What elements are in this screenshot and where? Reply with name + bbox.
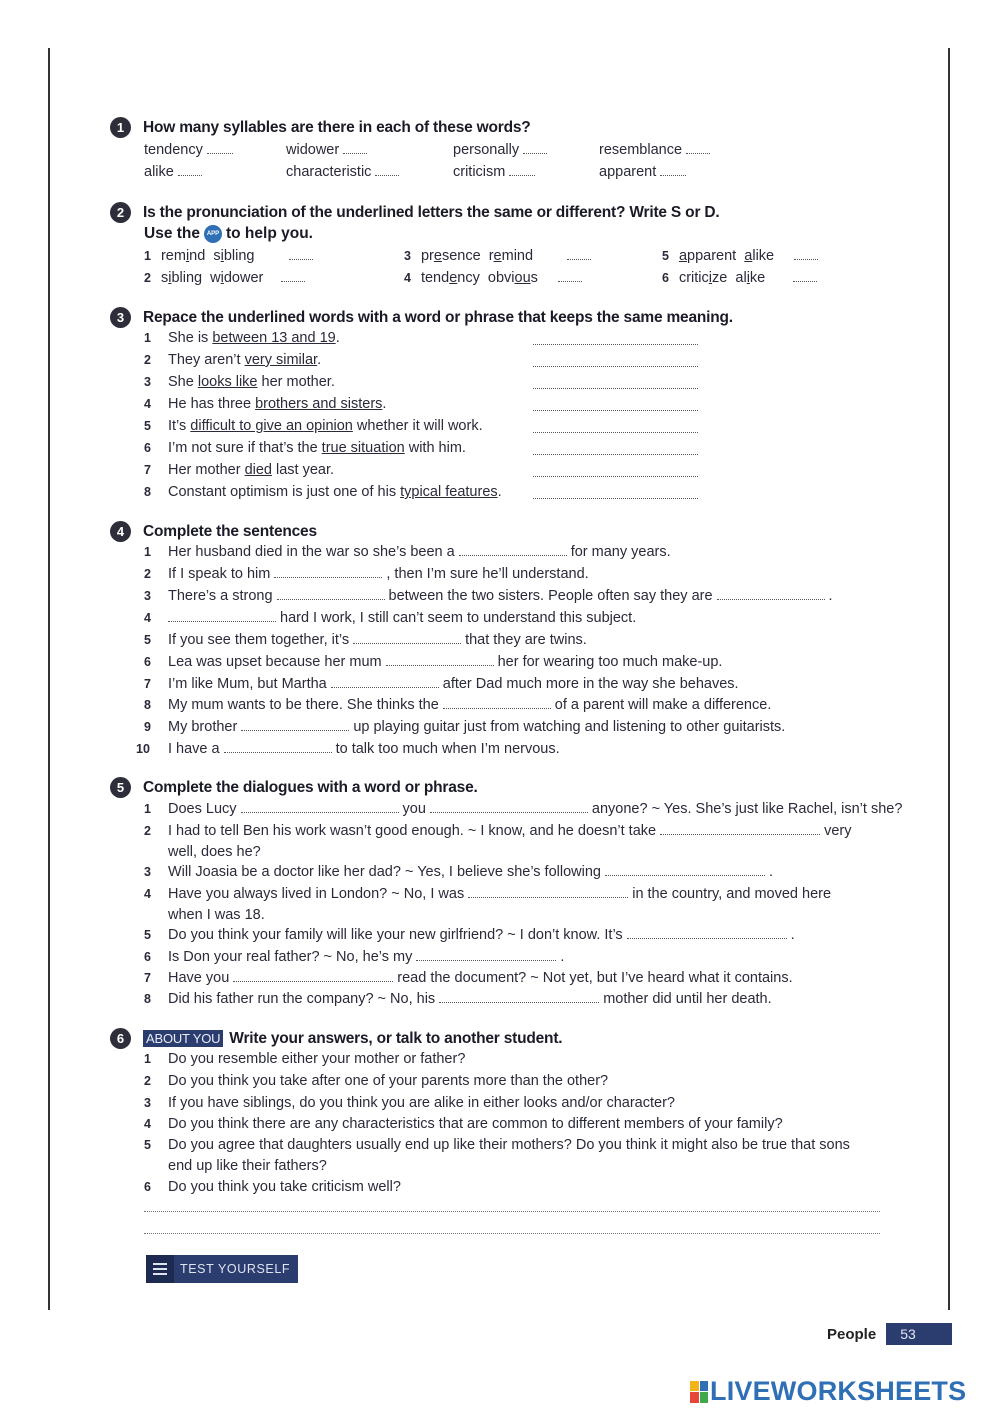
section-1-header (110, 117, 531, 138)
answer-blank[interactable] (241, 811, 399, 813)
pronunciation-item: 4 tendency obvious (404, 270, 586, 286)
list-item: 6 I’m not sure if that’s the true situation with him. (144, 440, 466, 456)
word-item: widower (286, 142, 371, 158)
pronunciation-item: 2 sibling widower (144, 270, 309, 286)
list-item: 2 They aren’t very similar. (144, 352, 322, 368)
answer-line[interactable] (533, 344, 698, 345)
about-you-badge: ABOUT YOU (143, 1030, 223, 1047)
word-item: characteristic (286, 164, 403, 180)
page-footer (827, 1323, 952, 1345)
answer-blank[interactable] (178, 174, 202, 176)
pronunciation-item: 3 presence remind (404, 248, 595, 264)
answer-blank[interactable] (386, 664, 494, 666)
answer-blank[interactable] (509, 174, 535, 176)
list-item: 3 If you have siblings, do you think you are alike in either looks and/or character? (144, 1095, 675, 1111)
answer-blank[interactable] (794, 258, 818, 260)
answer-blank[interactable] (224, 751, 332, 753)
writing-line[interactable] (144, 1233, 880, 1234)
answer-blank[interactable] (168, 620, 276, 622)
left-margin-rule (48, 48, 50, 1310)
answer-blank[interactable] (686, 152, 710, 154)
app-icon: APP (204, 225, 222, 243)
word-item: personally (453, 142, 551, 158)
answer-blank[interactable] (233, 980, 393, 982)
list-item: 4 Do you think there are any characteristics that are common to different members of your family? (144, 1116, 783, 1132)
list-item: 5 Do you agree that daughters usually end up like their mothers? Do you think it might also be true that sons end up like their fathers? (144, 1137, 850, 1174)
test-yourself-banner[interactable]: TEST YOURSELF (146, 1255, 298, 1283)
list-item: 8 Constant optimism is just one of his typical features. (144, 484, 502, 500)
list-item: 6 Is Don your real father? ~ No, he’s my . (144, 949, 565, 965)
list-item: 7 I’m like Mum, but Martha after Dad much more in the way she behaves. (144, 676, 739, 692)
answer-blank[interactable] (468, 896, 628, 898)
list-item: 8 My mum wants to be there. She thinks the of a parent will make a difference. (144, 697, 772, 713)
section-title: Complete the sentences (143, 522, 317, 540)
section-number: 1 (110, 117, 131, 138)
answer-line[interactable] (533, 366, 698, 367)
list-item: 1 Her husband died in the war so she’s been a for many years. (144, 544, 671, 560)
answer-line[interactable] (533, 498, 698, 499)
answer-blank[interactable] (567, 258, 591, 260)
word-item: apparent (599, 164, 690, 180)
list-item: 6 Lea was upset because her mum her for wearing too much make-up. (144, 654, 723, 670)
pronunciation-item: 1 remind sibling (144, 248, 317, 264)
section-5-header (110, 777, 478, 798)
section-title: Is the pronunciation of the underlined letters the same or different? Write S or D. (143, 203, 720, 221)
answer-blank[interactable] (207, 152, 233, 154)
list-item: 4 Have you always lived in London? ~ No, I was in the country, and moved here when I was 18. (144, 886, 832, 923)
list-item: 2 Do you think you take after one of your parents more than the other? (144, 1073, 609, 1089)
answer-blank[interactable] (375, 174, 399, 176)
answer-blank[interactable] (558, 280, 582, 282)
list-item: 3 She looks like her mother. (144, 374, 335, 390)
section-title: Repace the underlined words with a word or phrase that keeps the same meaning. (143, 308, 733, 326)
answer-blank[interactable] (281, 280, 305, 282)
answer-line[interactable] (533, 388, 698, 389)
answer-blank[interactable] (430, 811, 588, 813)
section-3-header (110, 307, 733, 328)
list-item: 4 hard I work, I still can’t seem to understand this subject. (144, 610, 637, 626)
section-name: People (827, 1325, 877, 1343)
writing-line[interactable] (144, 1211, 880, 1212)
answer-blank[interactable] (274, 576, 382, 578)
answer-blank[interactable] (523, 152, 547, 154)
list-item: 1 Does Lucy you anyone? ~ Yes. She’s just like Rachel, isn’t she? (144, 801, 903, 817)
liveworksheets-watermark: LIVEWORKSHEETS (690, 1376, 966, 1407)
liveworksheets-logo-icon (690, 1381, 708, 1403)
section-title: Complete the dialogues with a word or phrase. (143, 778, 478, 796)
answer-blank[interactable] (605, 874, 765, 876)
answer-blank[interactable] (660, 833, 820, 835)
right-margin-rule (948, 48, 950, 1310)
list-item: 6 Do you think you take criticism well? (144, 1179, 401, 1195)
list-item: 3 Will Joasia be a doctor like her dad? ~ Yes, I believe she’s following . (144, 864, 774, 880)
list-item: 9 My brother up playing guitar just from watching and listening to other guitarists. (144, 719, 786, 735)
list-item: 3 There’s a strong between the two sisters. People often say they are . (144, 588, 833, 604)
answer-blank[interactable] (627, 937, 787, 939)
notebook-icon (146, 1255, 174, 1283)
list-item: 5 Do you think your family will like your new girlfriend? ~ I don’t know. It’s . (144, 927, 795, 943)
pronunciation-item: 6 criticize alike (662, 270, 821, 286)
section-number: 5 (110, 777, 131, 798)
answer-blank[interactable] (241, 729, 349, 731)
list-item: 1 Do you resemble either your mother or father? (144, 1051, 466, 1067)
answer-blank[interactable] (331, 686, 439, 688)
list-item: 2 I had to tell Ben his work wasn’t good enough. ~ I know, and he doesn’t take very well, does he? (144, 823, 852, 860)
answer-blank[interactable] (660, 174, 686, 176)
word-item: criticism (453, 164, 539, 180)
list-item: 2 If I speak to him , then I’m sure he’ll understand. (144, 566, 589, 582)
section-number: 2 (110, 202, 131, 223)
answer-blank[interactable] (443, 707, 551, 709)
answer-blank[interactable] (717, 598, 825, 600)
pronunciation-item: 5 apparent alike (662, 248, 822, 264)
answer-line[interactable] (533, 476, 698, 477)
list-item: 5 If you see them together, it’s that they are twins. (144, 632, 587, 648)
answer-blank[interactable] (416, 959, 556, 961)
word-item: resemblance (599, 142, 714, 158)
list-item: 4 He has three brothers and sisters. (144, 396, 387, 412)
list-item: 1 She is between 13 and 19. (144, 330, 340, 346)
answer-blank[interactable] (289, 258, 313, 260)
word-item: alike (144, 164, 206, 180)
list-item: 10 I have a to talk too much when I’m nervous. (136, 741, 560, 757)
answer-blank[interactable] (277, 598, 385, 600)
section-title: Write your answers, or talk to another student. (229, 1029, 563, 1047)
list-item: 8 Did his father run the company? ~ No, his mother did until her death. (144, 991, 772, 1007)
section-number: 4 (110, 521, 131, 542)
section-4-header (110, 521, 317, 542)
list-item: 5 It’s difficult to give an opinion whether it will work. (144, 418, 483, 434)
answer-blank[interactable] (353, 642, 461, 644)
section-6-header (110, 1028, 562, 1049)
section-title: How many syllables are there in each of these words? (143, 118, 531, 136)
page-number: 53 (886, 1323, 952, 1345)
answer-blank[interactable] (793, 280, 817, 282)
answer-line[interactable] (533, 432, 698, 433)
section-2-subtitle: Use the APP to help you. (144, 225, 313, 242)
answer-blank[interactable] (439, 1001, 599, 1003)
section-number: 6 (110, 1028, 131, 1049)
list-item: 7 Have you read the document? ~ Not yet, but I’ve heard what it contains. (144, 970, 793, 986)
answer-blank[interactable] (343, 152, 367, 154)
list-item: 7 Her mother died last year. (144, 462, 335, 478)
answer-blank[interactable] (459, 554, 567, 556)
section-number: 3 (110, 307, 131, 328)
answer-line[interactable] (533, 410, 698, 411)
word-item: tendency (144, 142, 237, 158)
answer-line[interactable] (533, 454, 698, 455)
section-2-header (110, 202, 720, 223)
